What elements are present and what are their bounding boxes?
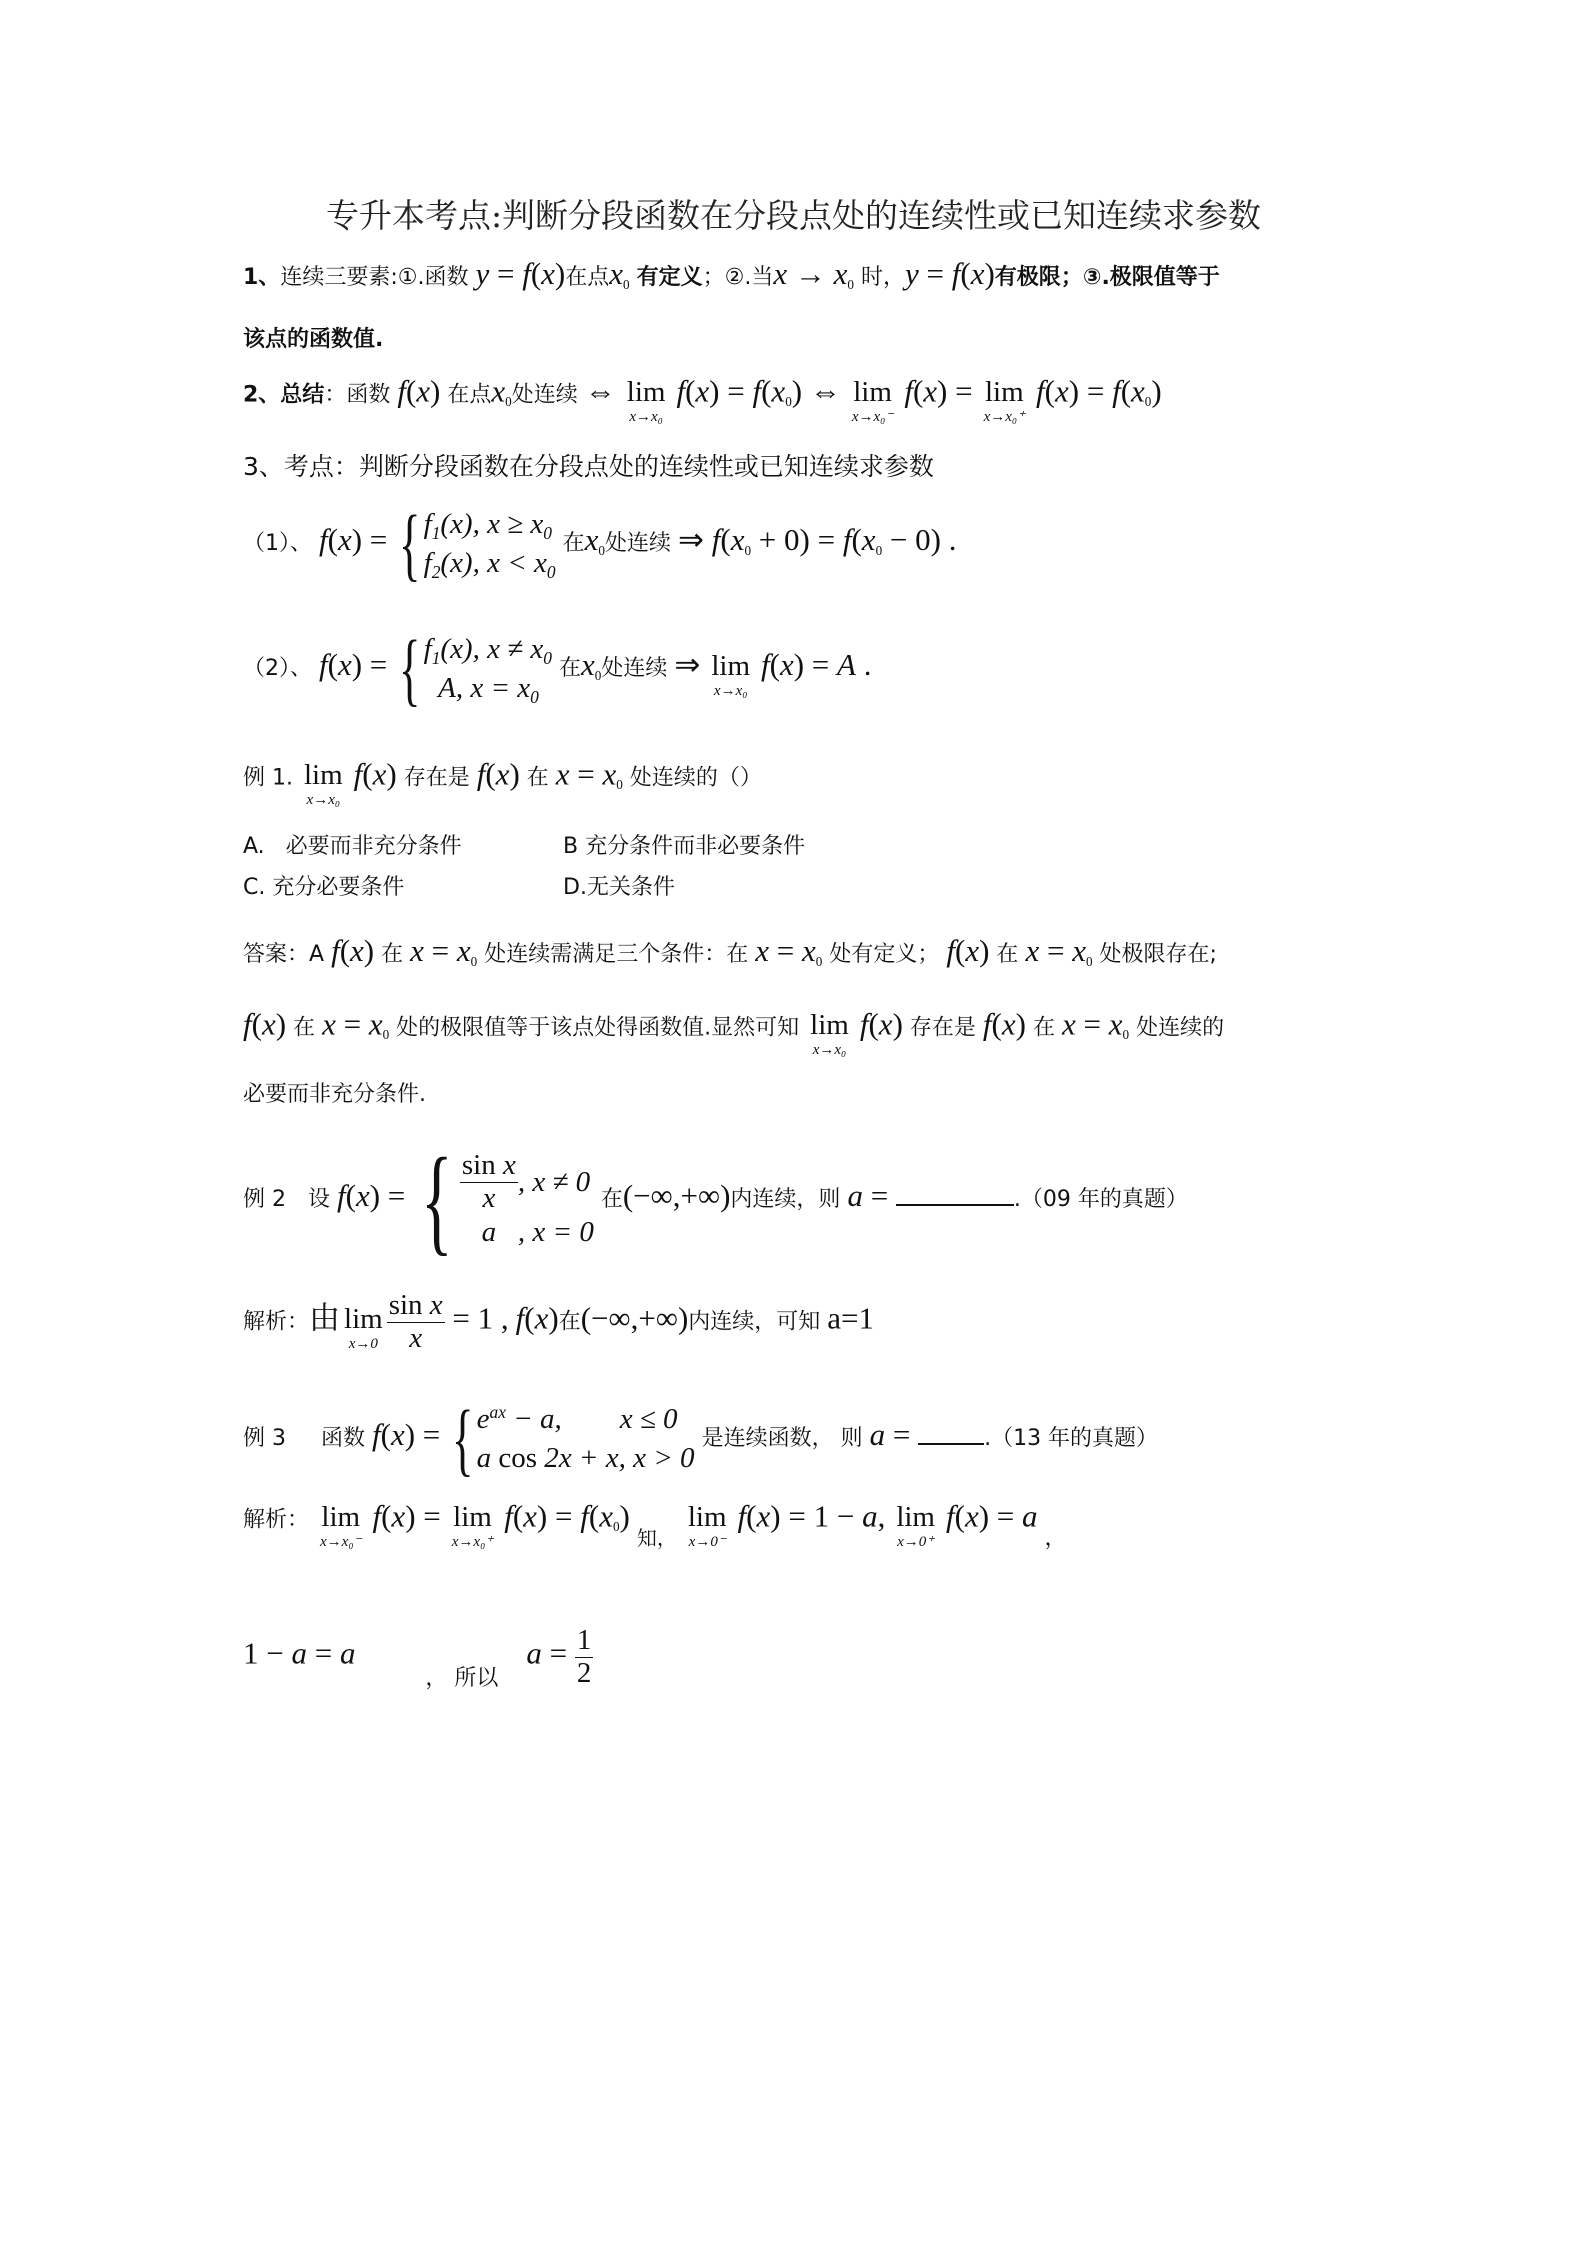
ans-t5: 处极限存在;	[1099, 942, 1217, 967]
ex3-comma-2: ，	[425, 1666, 448, 1692]
section-1-text-a: 连续三要素:①.函数	[280, 265, 469, 290]
section-1-text-e: 时，	[860, 265, 905, 290]
ans-t2: 处连续需满足三个条件：在	[484, 942, 749, 967]
section-1-text-g: ；③.极限值等于	[1060, 265, 1220, 290]
example-3-question: 例 3 函数 f(x) = { $e^{ax} - a$, x ≤ 0 a cos 2x + x, x > 0 是连续函数， 则 a = .（13 年的真题）	[243, 1393, 1159, 1484]
case-1: （1）、 f(x) = { $f_1(x)$, $x \ge x_0$ $f_2(x)$, $x < x_0$ 在$x_0$处连续 ⇒ $f(x_0 + 0) = f(x_0 - 0)$ .	[243, 498, 957, 589]
ans-t8: 存在是	[909, 1015, 976, 1041]
option-a[interactable]	[243, 829, 462, 860]
option-c-text: 充分必要条件	[272, 875, 405, 900]
ex2-result: a=1	[827, 1300, 875, 1336]
section-2-text-a: ：函数	[324, 382, 391, 408]
ex2-solution-label: 解析：	[243, 1309, 310, 1335]
answer-blank[interactable]	[896, 1204, 1014, 1206]
case-2-label: （2）、	[243, 656, 312, 681]
ex1-q3: 处连续的（）	[629, 765, 762, 791]
example-2-piecewise: { $\frac{\text{sin x}}{x}$ , x ≠ 0 a , x = 0	[421, 1133, 594, 1266]
ex2-sol-mid: 在	[558, 1309, 581, 1335]
option-c[interactable]	[243, 870, 404, 901]
example-2-label: 例 2 设	[243, 1187, 330, 1212]
ex2-tail: .（09 年的真题）	[1013, 1187, 1188, 1212]
case-2: （2）、 f(x) = { $f_1(x)$, $x \ne x_0$ A, $x = x_0$ 在$x_0$处连续 ⇒ lim x→x₀ f(x) = A .	[243, 623, 872, 714]
case-1-cont: 处连续	[604, 531, 671, 556]
example-1-answer-line-3: 必要而非充分条件.	[243, 1082, 426, 1107]
case-1-at: 在	[562, 531, 585, 556]
section-2-label: 2、总结	[243, 382, 325, 408]
ans-t7: 处的极限值等于该点处得函数值.显然可知	[396, 1015, 800, 1041]
ex3-tail: .（13 年的真题）	[984, 1426, 1159, 1451]
option-b-text: 充分条件而非必要条件	[585, 834, 806, 859]
section-3-heading: 3、考点：判断分段函数在分段点处的连续性或已知连续求参数	[243, 452, 934, 481]
example-1-answer-line-2: f(x) 在 $x = x_0$ 处的极限值等于该点处得函数值.显然可知 lim x→x₀ f(x) 存在是 f(x) 在 $x = x_0$ 处连续的	[243, 1006, 1225, 1058]
ans-t10: 处连续的	[1136, 1015, 1225, 1041]
section-1-text-d: ；②.当	[702, 265, 774, 290]
ex3-so: 所以	[454, 1666, 499, 1692]
example-3-solution-line-1: 解析： lim x→x₀⁻ f(x) = lim x→x₀⁺ $f(x) = f(x_0)$ 知， lim x→0⁻ f(x) = 1 − a, lim x→0⁺ f(x) = a ，	[243, 1498, 1067, 1551]
case-2-cont: 处连续	[601, 656, 668, 681]
example-2-solution: 解析：由 lim x→0 $\frac{\text{sin x}}{x}$ = 1 , f(x)在(−∞,+∞)内连续，可知 a=1	[243, 1289, 875, 1354]
ex3-solution-label: 解析：	[243, 1507, 310, 1533]
section-2-text-c: 处连续	[511, 382, 578, 408]
limit-x-to-x0: lim x→x₀	[626, 376, 666, 425]
example-1-question: 例 1. lim x→x₀ f(x) 存在是 f(x) 在 $x = x_0$ 处连续的（）	[243, 756, 762, 808]
example-1-label: 例 1.	[243, 765, 293, 791]
option-d-key: D.	[563, 875, 587, 900]
ex3-know: 知，	[636, 1525, 677, 1550]
example-2-question: 例 2 设 f(x) = { $\frac{\text{sin x}}{x}$ , x ≠ 0 a , x = 0 在(−∞,+∞)内连续，则 a = .（09 年的真题）	[243, 1133, 1188, 1266]
option-d[interactable]	[563, 870, 675, 901]
limit-right: lim x→x₀⁺	[983, 376, 1026, 425]
section-1-line-2: 该点的函数值.	[243, 327, 384, 352]
section-2: 2、总结：函数 f(x) 在点$x_0$处连续 ⇔ lim x→x₀ $f(x) = f(x_0)$ ⇔ lim x→x₀⁻ f(x) = lim x→x₀⁺ $f(x) = f(x_0)$	[243, 373, 1162, 425]
example-3-piecewise: { $e^{ax} - a$, x ≤ 0 a cos 2x + x, x > 0	[452, 1393, 695, 1484]
ex3-is: 是连续函数，	[701, 1426, 834, 1451]
case-1-label: （1）、	[243, 531, 312, 556]
page-title: 专升本考点:判断分段函数在分段点处的连续性或已知连续求参数	[325, 196, 1262, 235]
example-3-label: 例 3	[243, 1426, 286, 1451]
case-2-at: 在	[558, 656, 581, 681]
ans-t6: 在	[293, 1015, 316, 1041]
fraction-one-half: $\frac{1}{2}$	[576, 1624, 592, 1689]
limit-left: lim x→x₀⁻	[851, 376, 894, 425]
case-2-piecewise: { $f_1(x)$, $x \ne x_0$ A, $x = x_0$	[399, 623, 552, 714]
example-3-solution-line-2: 1 − a = a ， 所以 a = $\frac{1}{2}$	[243, 1624, 592, 1692]
option-b-key: B	[563, 834, 579, 859]
section-1-text-b: 在点	[565, 265, 610, 290]
ex1-q1: 存在是	[403, 765, 470, 791]
section-2-text-b: 在点	[447, 382, 492, 408]
option-a-key: A.	[243, 834, 265, 859]
ex3-func: 函数	[320, 1426, 365, 1451]
answer-label: 答案：A	[243, 942, 325, 967]
example-1-answer-line-1: 答案：A f(x) 在 $x = x_0$ 处连续需满足三个条件：在 $x = x_0$ 处有定义； f(x) 在 $x = x_0$ 处极限存在;	[243, 933, 1217, 969]
ex2-inside: 内连续，则	[730, 1187, 841, 1212]
ans-t4: 在	[996, 942, 1019, 967]
formula-y-eq-fx: y	[475, 256, 490, 291]
option-c-key: C.	[243, 875, 266, 900]
ans-t9: 在	[1032, 1015, 1055, 1041]
ex2-sol-by: 由	[309, 1300, 341, 1337]
ans-t3: 处有定义；	[829, 942, 940, 967]
answer-blank-2[interactable]	[918, 1443, 984, 1445]
option-d-text: 无关条件	[586, 875, 675, 900]
ex2-sol-in: 内连续，可知	[688, 1309, 821, 1335]
option-b[interactable]	[563, 829, 805, 860]
ex1-q2: 在	[526, 765, 549, 791]
ex3-comma: ，	[1044, 1525, 1067, 1551]
ex3-then: 则	[840, 1426, 863, 1451]
section-1-defined: 有定义	[636, 265, 703, 290]
ex2-at: 在	[600, 1187, 623, 1212]
section-1-number: 1、	[243, 265, 281, 290]
option-a-text: 必要而非充分条件	[285, 834, 462, 859]
case-1-piecewise: { $f_1(x)$, $x \ge x_0$ $f_2(x)$, $x < x_0$	[399, 498, 556, 589]
ans-t1: 在	[381, 942, 404, 967]
section-1-limit: 有极限	[994, 265, 1061, 290]
section-1: 1、连续三要素:①.函数 y = f(x)在点$x_0$ 有定义；②.当$x \to x_0$ 时，y = f(x)有极限；③.极限值等于	[243, 256, 1220, 292]
